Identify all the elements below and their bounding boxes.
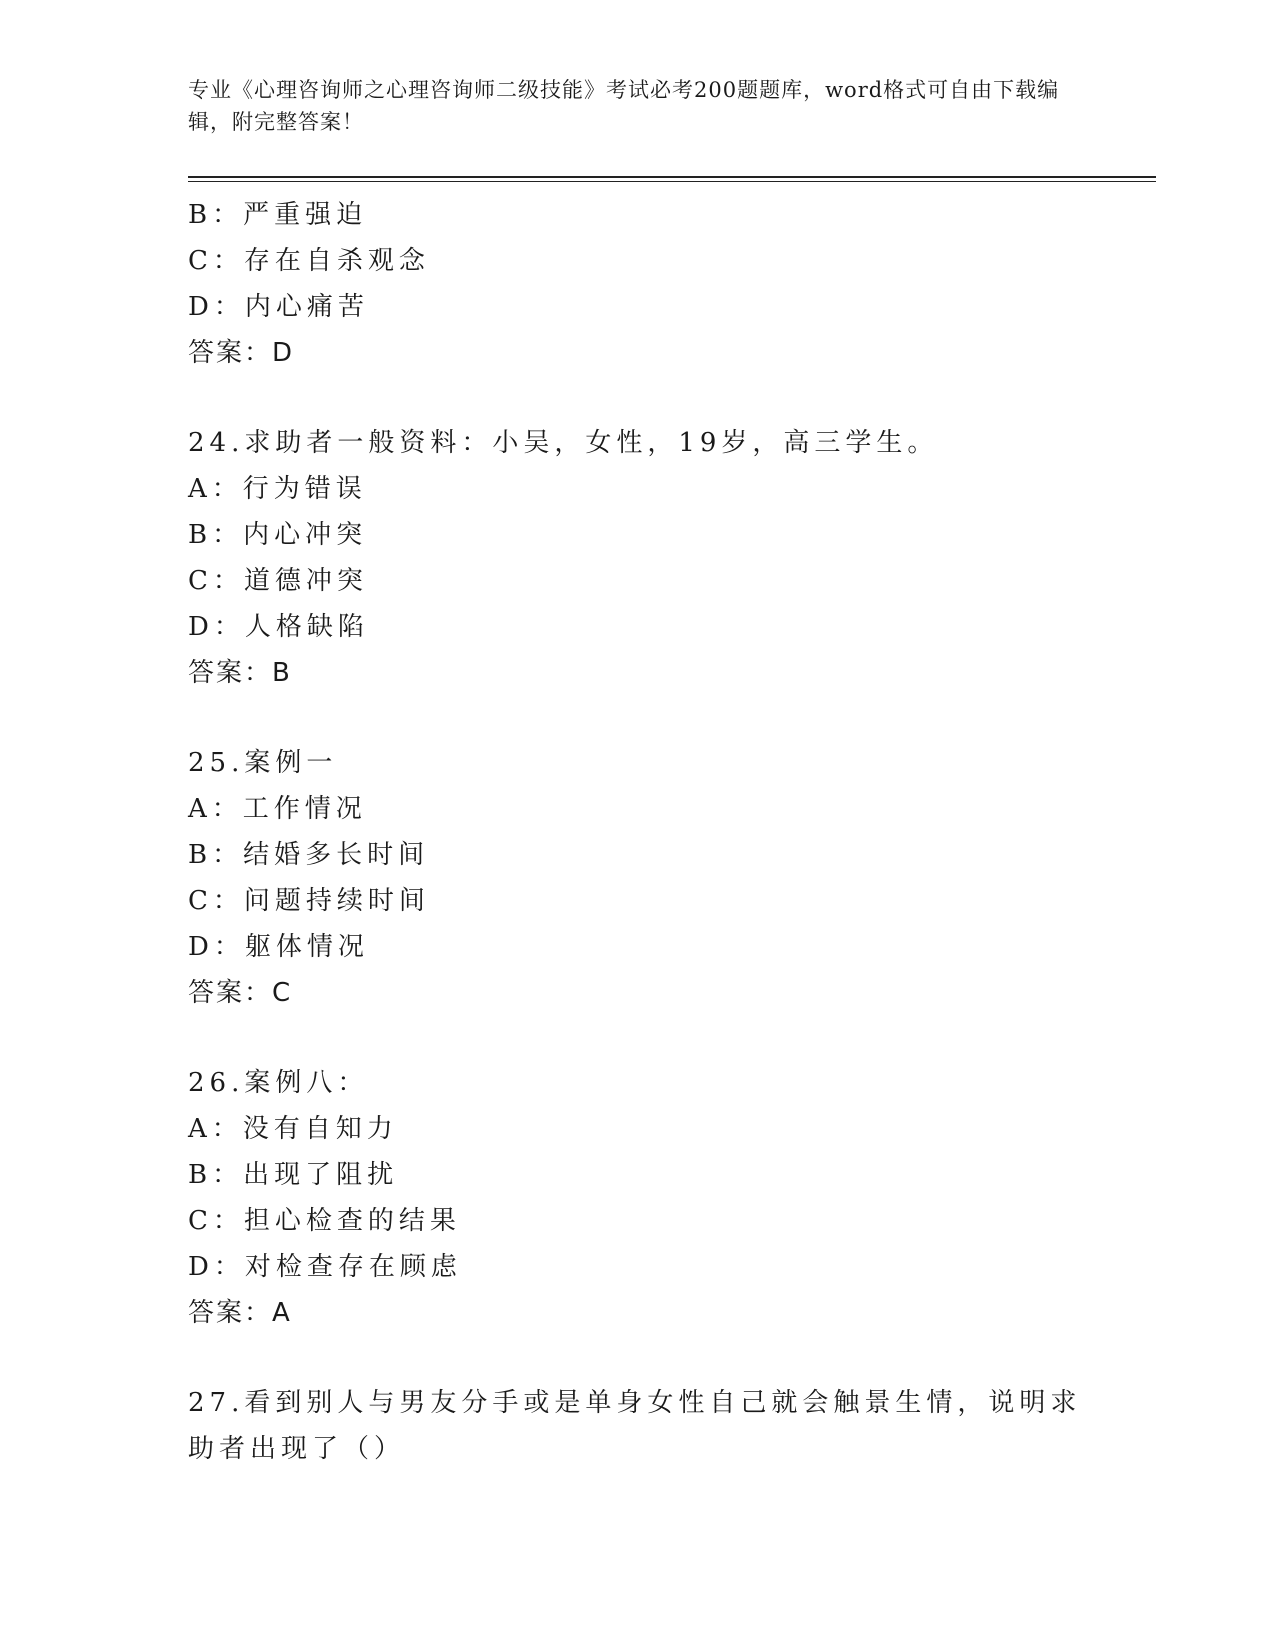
option-c: C：道德冲突 xyxy=(188,566,368,596)
question-stem: 26.案例八： xyxy=(188,1068,369,1098)
header-rule-thin xyxy=(188,181,1156,182)
question-stem: 27.看到别人与男友分手或是单身女性自己就会触景生情，说明求助者出现了（） xyxy=(188,1388,1082,1464)
question-27 xyxy=(188,1380,1108,1472)
option-c: C：问题持续时间 xyxy=(188,886,430,916)
answer-line: 答案：A xyxy=(188,1298,292,1328)
option-d: D：内心痛苦 xyxy=(188,292,369,322)
answer-line: 答案：C xyxy=(188,978,293,1008)
header-rule-thick xyxy=(188,176,1156,178)
option-a: A：工作情况 xyxy=(188,794,367,824)
option-c: C：存在自杀观念 xyxy=(188,246,430,276)
option-d: D：躯体情况 xyxy=(188,932,369,962)
question-26 xyxy=(188,1060,1108,1336)
question-25 xyxy=(188,740,1108,1016)
option-b: B：结婚多长时间 xyxy=(188,840,430,870)
document-header: 专业《心理咨询师之心理咨询师二级技能》考试必考200题题库，word格式可自由下载编辑，附完整答案！ xyxy=(188,78,1060,134)
question-stem: 24.求助者一般资料：小吴，女性，19岁，高三学生。 xyxy=(188,428,939,458)
option-a: A：没有自知力 xyxy=(188,1114,398,1144)
option-d: D：人格缺陷 xyxy=(188,612,369,642)
answer-line: 答案：B xyxy=(188,658,292,688)
option-d: D：对检查存在顾虑 xyxy=(188,1252,462,1282)
question-list xyxy=(188,192,1108,1472)
option-b: B：严重强迫 xyxy=(188,200,368,230)
prev-question-block xyxy=(188,192,1108,376)
option-a: A：行为错误 xyxy=(188,474,367,504)
option-c: C：担心检查的结果 xyxy=(188,1206,461,1236)
answer-line: 答案：D xyxy=(188,338,295,368)
question-stem: 25.案例一 xyxy=(188,748,338,778)
option-b: B：内心冲突 xyxy=(188,520,368,550)
question-24 xyxy=(188,420,1108,696)
option-b: B：出现了阻扰 xyxy=(188,1160,399,1190)
